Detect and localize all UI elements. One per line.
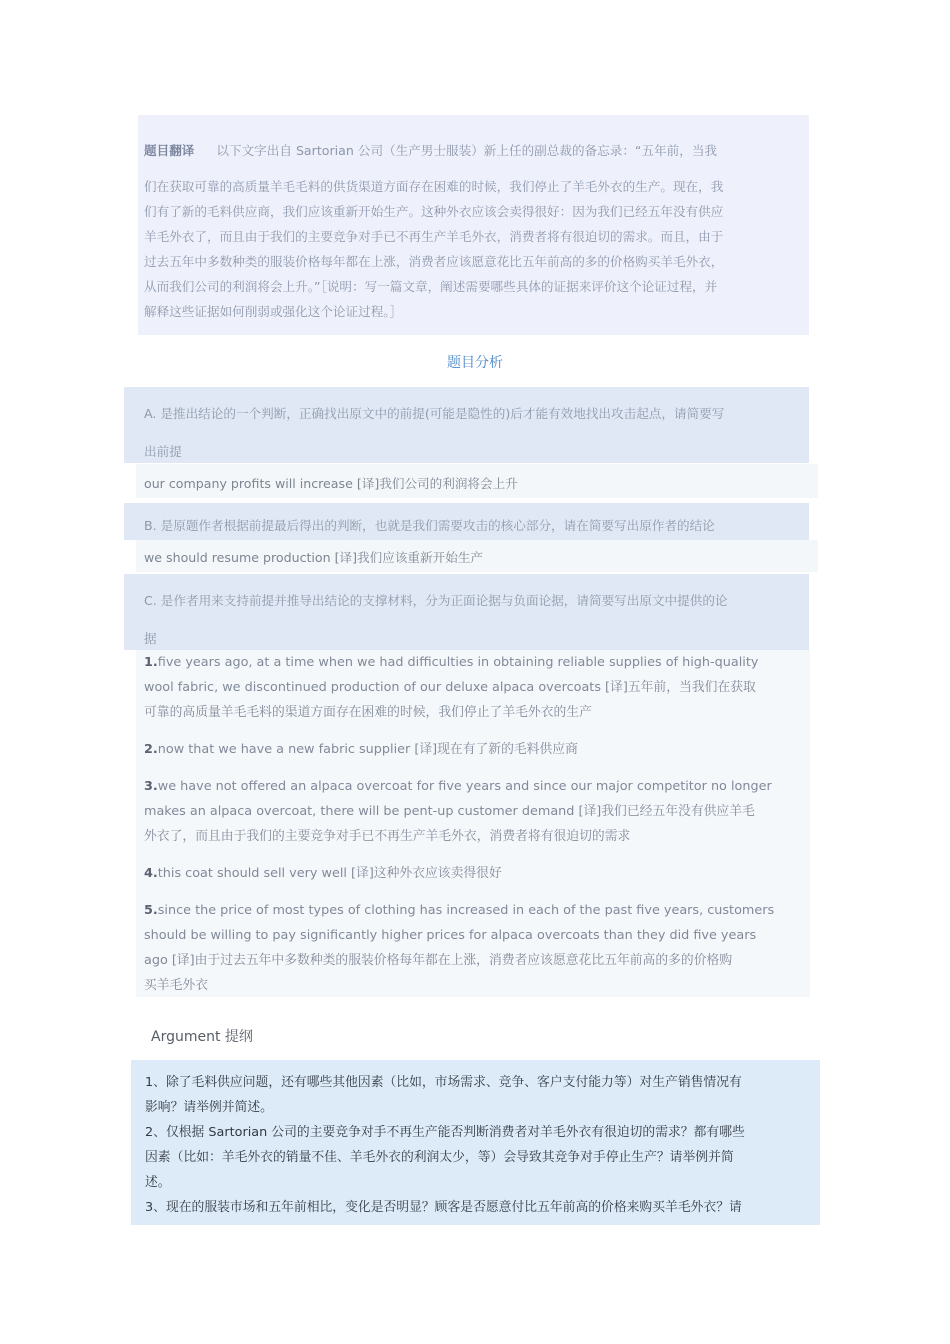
translation-line: 从而我们公司的利润将会上升。”［说明：写一篇文章，阐述需要哪些具体的证据来评价这个论证过程，并 bbox=[144, 279, 718, 294]
outline-line: 影响？请举例并简述。 bbox=[145, 1100, 273, 1115]
argument-item-2 bbox=[144, 742, 578, 758]
section-c-question bbox=[124, 574, 809, 650]
item-line: 外衣了，而且由于我们的主要竞争对手已不再生产羊毛外衣，消费者将有很迫切的需求 bbox=[144, 829, 631, 844]
outline-line: 述。 bbox=[145, 1175, 171, 1190]
section-a-answer bbox=[136, 464, 818, 498]
translation-block bbox=[138, 115, 809, 335]
translation-line: 过去五年中多数种类的服装价格每年都在上涨，消费者应该愿意花比五年前高的多的价格购买羊毛外衣， bbox=[144, 254, 724, 269]
item-line: we have not offered an alpaca overcoat for five years and since our major competitor no longer bbox=[157, 779, 772, 794]
section-c-question-line: C. 是作者用来支持前提并推导出结论的支撑材料，分为正面论据与负面论据，请简要写出原文中提供的论 bbox=[144, 593, 728, 608]
argument-item-5 bbox=[144, 903, 774, 919]
item-number: 2. bbox=[144, 742, 158, 757]
outline-box bbox=[131, 1060, 820, 1225]
section-b-question-text: B. 是原题作者根据前提最后得出的判断，也就是我们需要攻击的核心部分，请在简要写出原作者的结论 bbox=[144, 518, 715, 533]
translation-line: 以下文字出自 Sartorian 公司（生产男士服装）新上任的副总裁的备忘录：“五年前，当我 bbox=[216, 143, 718, 158]
item-line: five years ago, at a time when we had difficulties in obtaining reliable supplies of high-quality bbox=[157, 655, 759, 670]
translation-line: 们有了新的毛料供应商，我们应该重新开始生产。这种外衣应该会卖得很好：因为我们已经五年没有供应 bbox=[144, 204, 724, 219]
outline-line: 2、仅根据 Sartorian 公司的主要竞争对手不再生产能否判断消费者对羊毛外衣有很迫切的需求？都有哪些 bbox=[145, 1125, 745, 1140]
item-line: 买羊毛外衣 bbox=[144, 978, 208, 993]
section-c-answers bbox=[136, 650, 810, 997]
item-line: ago [译]由于过去五年中多数种类的服装价格每年都在上涨，消费者应该愿意花比五年前高的多的价格购 bbox=[144, 953, 733, 968]
outline-line: 3、现在的服装市场和五年前相比，变化是否明显？顾客是否愿意付比五年前高的价格来购买羊毛外衣？请 bbox=[145, 1200, 742, 1215]
translation-title: 题目翻译 bbox=[144, 143, 195, 158]
translation-line: 羊毛外衣了，而且由于我们的主要竞争对手已不再生产羊毛外衣，消费者将有很迫切的需求。而且，由于 bbox=[144, 229, 724, 244]
argument-item-1 bbox=[144, 655, 758, 671]
section-a-question bbox=[124, 387, 809, 463]
item-line: 可靠的高质量羊毛毛料的渠道方面存在困难的时候，我们停止了羊毛外衣的生产 bbox=[144, 705, 592, 720]
item-number: 5. bbox=[144, 903, 158, 918]
item-number: 3. bbox=[144, 779, 158, 794]
section-a-answer-text: our company profits will increase [译]我们公司的利润将会上升 bbox=[144, 476, 518, 491]
outline-line: 因素（比如：羊毛外衣的销量不佳、羊毛外衣的利润太少，等）会导致其竞争对手停止生产？请举例并简 bbox=[145, 1150, 734, 1165]
section-b-answer bbox=[136, 540, 818, 572]
section-a-question-line: A. 是推出结论的一个判断，正确找出原文中的前提(可能是隐性的)后才能有效地找出攻击起点，请简要写 bbox=[144, 406, 725, 421]
outline-heading: Argument 提纲 bbox=[151, 1029, 253, 1045]
item-line: now that we have a new fabric supplier [译]现在有了新的毛料供应商 bbox=[157, 742, 578, 757]
section-a-question-line: 出前提 bbox=[144, 444, 182, 459]
item-line: wool fabric, we discontinued production of our deluxe alpaca overcoats [译]五年前，当我们在获取 bbox=[144, 680, 756, 695]
translation-line: 解释这些证据如何削弱或强化这个论证过程。］ bbox=[144, 304, 403, 319]
item-number: 1. bbox=[144, 655, 158, 670]
item-line: should be willing to pay significantly higher prices for alpaca overcoats than they did five years bbox=[144, 928, 757, 943]
item-number: 4. bbox=[144, 866, 158, 881]
argument-item-3 bbox=[144, 779, 772, 795]
analysis-heading: 题目分析 bbox=[447, 355, 503, 371]
item-line: since the price of most types of clothing has increased in each of the past five years, customers bbox=[157, 903, 775, 918]
section-b-question bbox=[124, 503, 809, 540]
translation-line: 们在获取可靠的高质量羊毛毛料的供货渠道方面存在困难的时候，我们停止了羊毛外衣的生产。现在，我 bbox=[144, 179, 724, 194]
section-b-answer-text: we should resume production [译]我们应该重新开始生产 bbox=[144, 550, 483, 565]
item-line: this coat should sell very well [译]这种外衣应该卖得很好 bbox=[157, 866, 502, 881]
argument-item-4 bbox=[144, 866, 502, 882]
outline-line: 1、除了毛料供应问题，还有哪些其他因素（比如，市场需求、竞争、客户支付能力等）对生产销售情况有 bbox=[145, 1075, 742, 1090]
item-line: makes an alpaca overcoat, there will be pent-up customer demand [译]我们已经五年没有供应羊毛 bbox=[144, 804, 755, 819]
section-c-question-line: 据 bbox=[144, 631, 157, 646]
translation-first-line bbox=[144, 143, 717, 159]
